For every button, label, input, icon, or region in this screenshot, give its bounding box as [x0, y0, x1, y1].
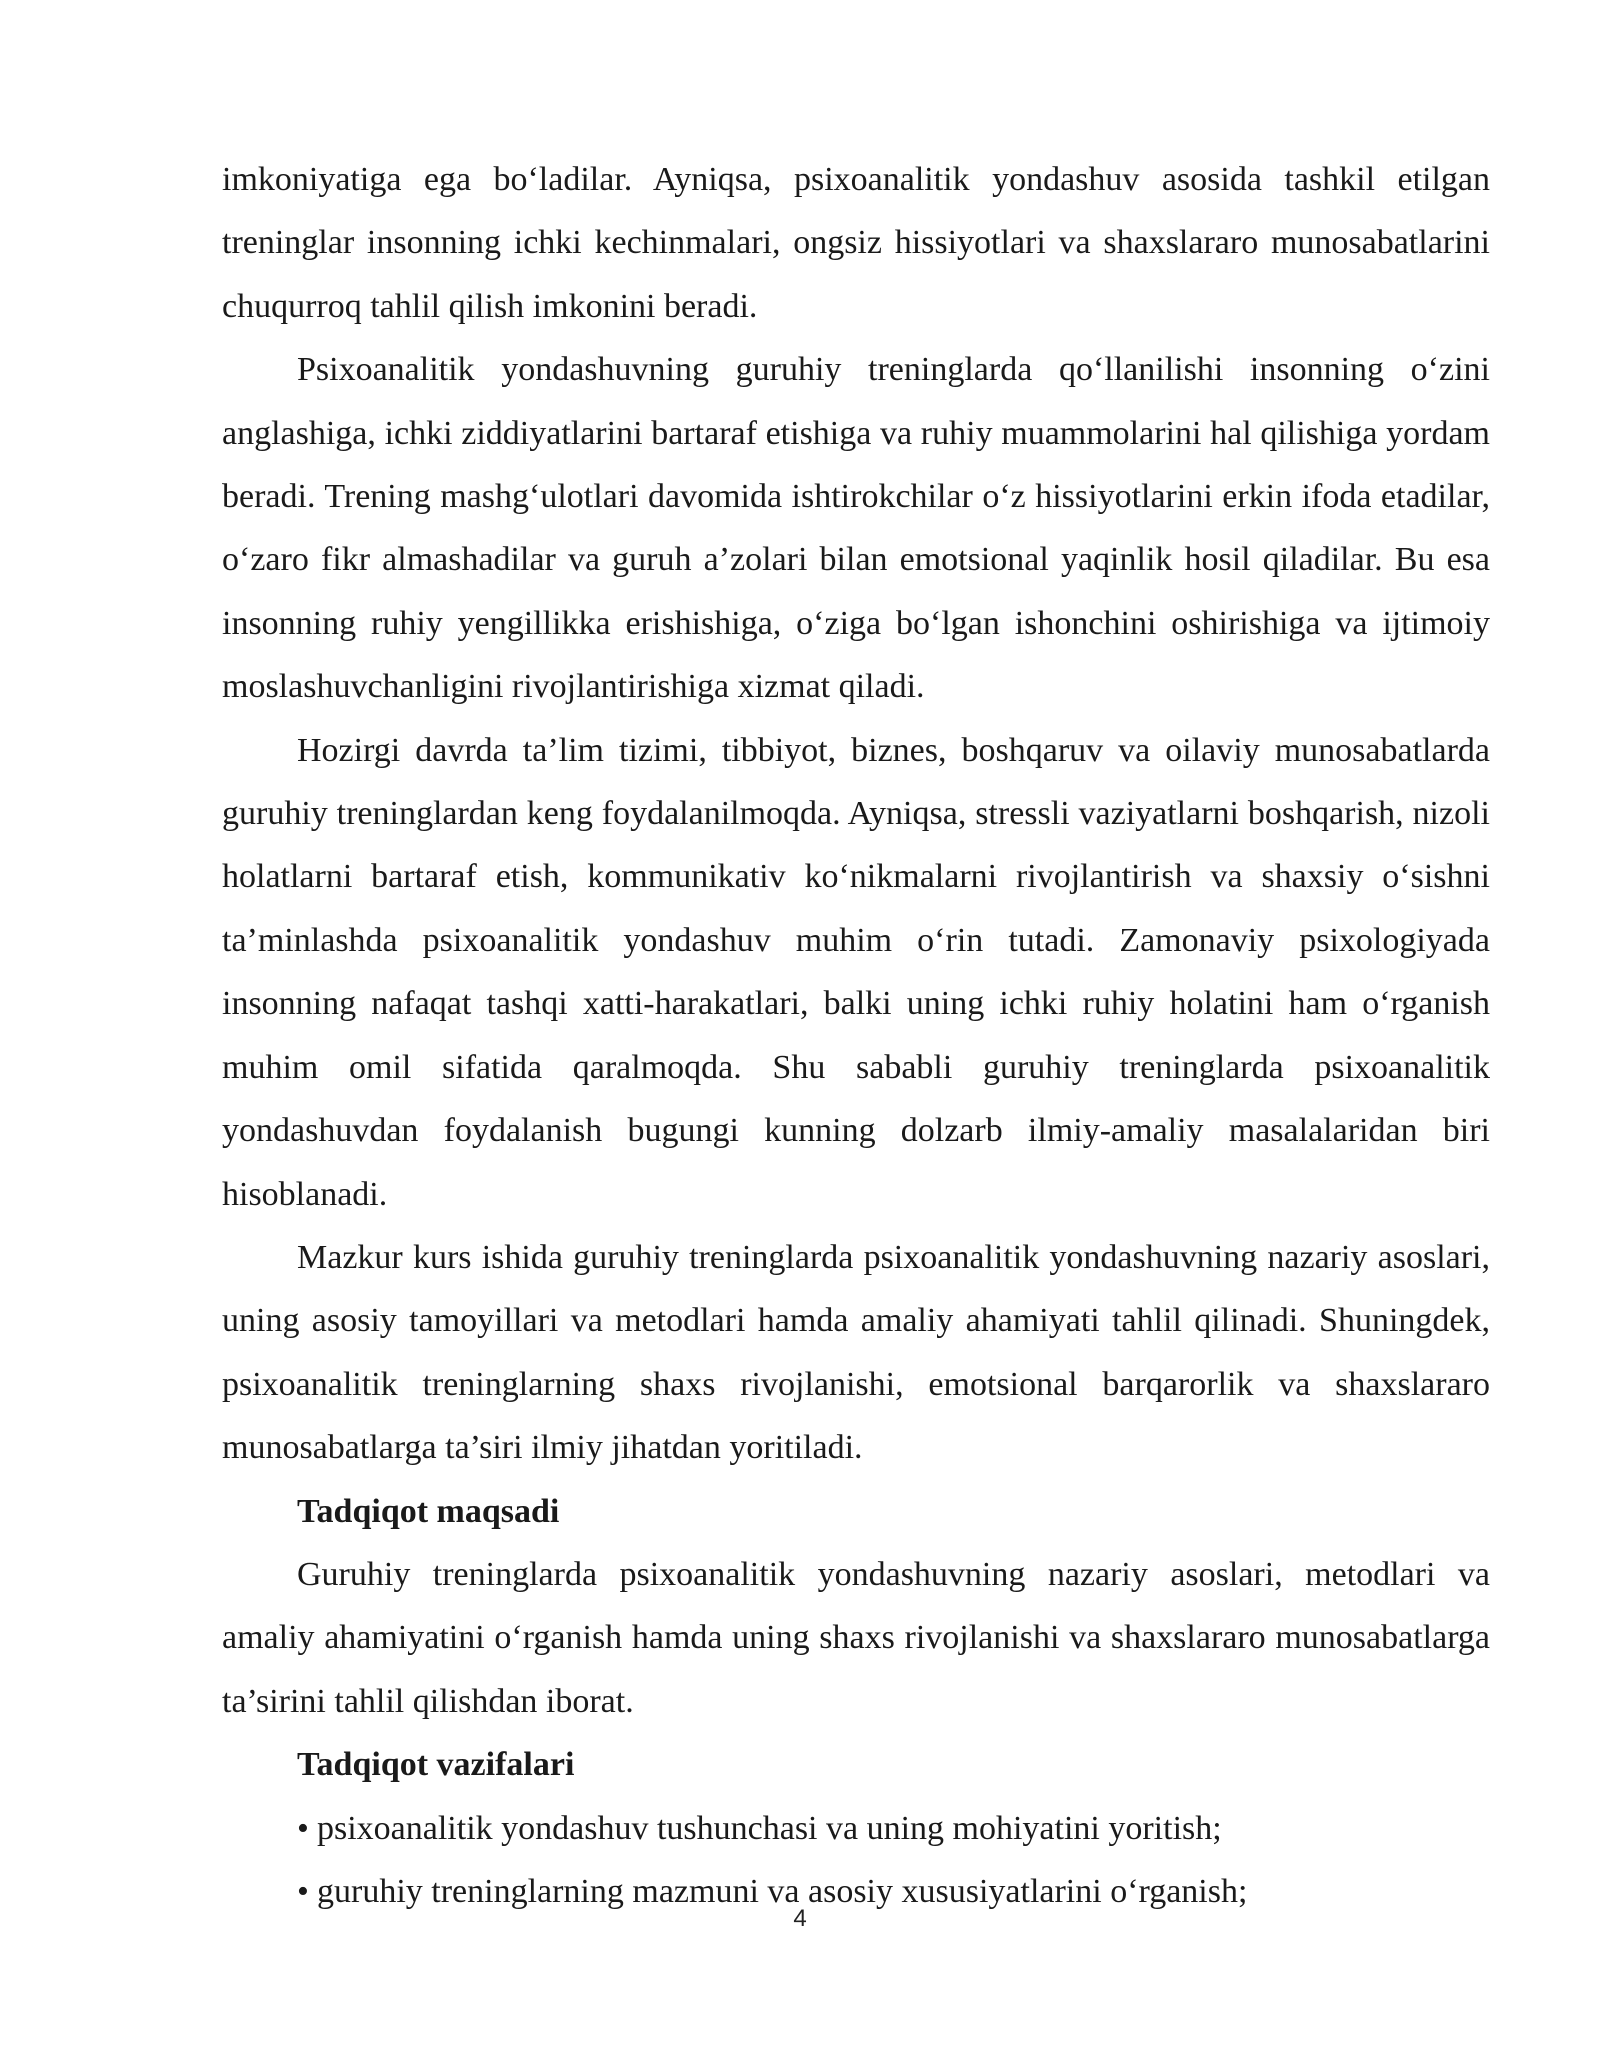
task-item-text: psixoanalitik yondashuv tushunchasi va uning mohiyatini yoritish;	[317, 1809, 1222, 1847]
paragraph-relevance: Hozirgi davrda ta’lim tizimi, tibbiyot, biznes, boshqaruv va oilaviy munosabatlarda guruhiy treninglardan keng foydalanilmoqda. Ayniqsa, stressli vaziyatlarni boshqarish, nizoli holatlarni bartaraf etish, kommunikativ ko‘nikmalarni rivojlantirish va shaxsiy o‘sishni ta’minlashda psixoanalitik yondashuv muhim o‘rin tutadi. Zamonaviy psixologiyada insonning nafaqat tashqi xatti-harakatlari, balki uning ichki ruhiy holatini ham o‘rganish muhim omil sifatida qaralmoqda. Shu sababli guruhiy treninglarda psixoanalitik yondashuvdan foydalanish bugungi kunning dolzarb ilmiy-amaliy masalalaridan biri hisoblanadi.	[222, 731, 1490, 1213]
paragraph-continuation: imkoniyatiga ega bo‘ladilar. Ayniqsa, psixoanalitik yondashuv asosida tashkil etilgan treninglar insonning ichki kechinmalari, ongsiz hissiyotlari va shaxslararo munosabatlarini chuqurroq tahlil qilish imkonini beradi.	[222, 161, 1490, 325]
task-item	[297, 1797, 1490, 1860]
tasks-heading: Tadqiqot vazifalari	[297, 1746, 575, 1784]
goal-text: Guruhiy treninglarda psixoanalitik yondashuvning nazariy asoslari, metodlari va amaliy ahamiyatini o‘rganish hamda uning shaxs rivojlanishi va shaxslararo munosabatlarga ta’sirini tahlil qilishdan iborat.	[222, 1555, 1490, 1720]
bullet-icon: •	[297, 1872, 309, 1910]
paragraph-course-work: Mazkur kurs ishida guruhiy treninglarda psixoanalitik yondashuvning nazariy asoslari, uning asosiy tamoyillari va metodlari hamda amaliy ahamiyati tahlil qilinadi. Shuningdek, psixoanalitik treninglarning shaxs rivojlanishi, emotsional barqarorlik va shaxslararo munosabatlarga ta’siri ilmiy jihatdan yoritiladi.	[222, 1238, 1490, 1467]
goal-heading: Tadqiqot maqsadi	[297, 1492, 560, 1530]
task-item-text: guruhiy treninglarning mazmuni va asosiy xususiyatlarini o‘rganish;	[317, 1872, 1248, 1910]
bullet-icon: •	[297, 1809, 309, 1847]
document-page	[222, 148, 1490, 1923]
page-number: 4	[793, 1905, 807, 1932]
paragraph-application: Psixoanalitik yondashuvning guruhiy treninglarda qo‘llanilishi insonning o‘zini anglashiga, ichki ziddiyatlarini bartaraf etishiga va ruhiy muammolarini hal qilishiga yordam beradi. Trening mashg‘ulotlari davomida ishtirokchilar o‘z hissiyotlarini erkin ifoda etadilar, o‘zaro fikr almashadilar va guruh a’zolari bilan emotsional yaqinlik hosil qiladilar. Bu esa insonning ruhiy yengillikka erishishiga, o‘ziga bo‘lgan ishonchini oshirishiga va ijtimoiy moslashuvchanligini rivojlantirishiga xizmat qiladi.	[222, 351, 1490, 706]
